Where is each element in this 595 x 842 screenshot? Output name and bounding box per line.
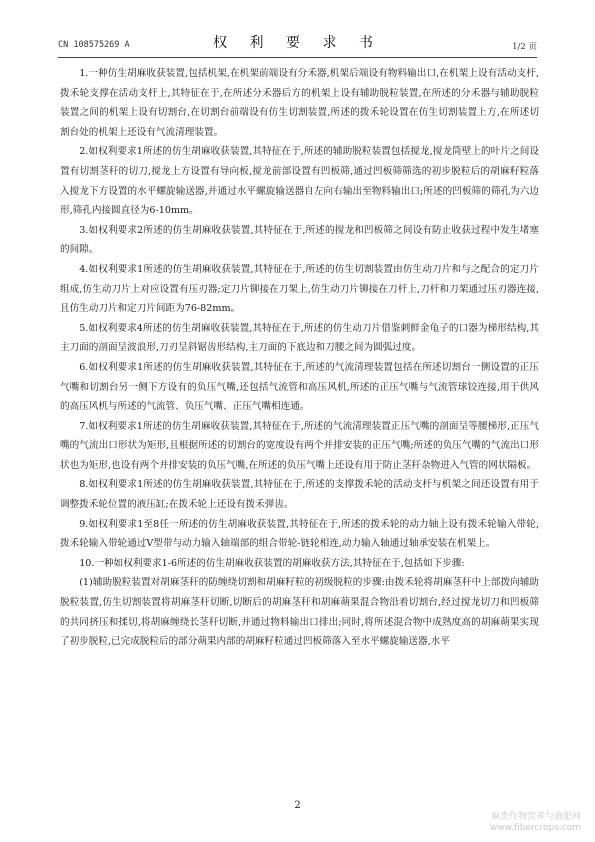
claim-step-paragraph: (1)辅助脱粒装置对胡麻茎秆的防缠绕切割和胡麻籽粒的初级脱粒的步骤:由拨禾轮将胡麻茎秆中上部拨向辅助脱粒装置,仿生切割装置将胡麻茎秆切断,切断后的胡麻茎秆和胡麻蒴果混合物沿着切割台,经过搅龙切刀和凹板筛的共同挤压和揉切,将胡麻缠绕长茎秆切断,并通过物料输出口排出;同时,将所述混合物中成熟度高的胡麻蒴果实现了初步脱粒,已完成脱粒后的部分蒴果内部的胡麻籽粒通过凹板筛落入至水平螺旋输送器,水平: [60, 577, 539, 648]
claim-paragraph: 10.一种如权利要求1-6所述的仿生胡麻收获装置的胡麻收获方法,其特征在于,包括如下步骤:: [79, 557, 465, 569]
claim-paragraph: 6.如权利要求1所述的仿生胡麻收获装置,其特征在于,所述的气流清理装置包括在所述切割台一侧设置的正压气嘴和切割台另一侧下方设有的负压气嘴,还包括气流管和高压风机,所述的正压气嘴与气流管球铰连接,用于供风的高压风机与所述的气流管、负压气嘴、正压气嘴相连通。: [60, 361, 539, 413]
claim-paragraph: 4.如权利要求1所述的仿生胡麻收获装置,其特征在于,所述的仿生切割装置由仿生动刀片和与之配合的定刀片组成,仿生动刀片上对应设置有压刃器;定刀片铆接在刀架上,仿生动刀片铆接在刀杆上,刀杆和刀架通过压刃器连接,且仿生动刀片和定刀片间距为76-82mm。: [60, 263, 539, 315]
document-title: 权 利 要 求 书: [213, 35, 382, 51]
watermark-url: www.fibercrops.com: [490, 823, 581, 833]
claim-paragraph: 2.如权利要求1所述的仿生胡麻收获装置,其特征在于,所述的辅助脱粒装置包括搅龙,搅龙筒壁上的叶片之间设置有切割茎秆的切刀,搅龙上方设置有导向板,搅龙前部设置有凹板筛,通过凹板筛筛选的初步脱粒后的胡麻籽粒落入搅龙下方设置的水平螺旋输送器,并通过水平螺旋输送器自左向右输出至物料输出口;所述的凹板筛的筛孔为六边形,筛孔内接圆直径为6-10mm。: [60, 146, 539, 217]
page-header: [58, 30, 537, 56]
page-number: 2: [294, 800, 301, 811]
claims-body: [60, 64, 539, 652]
claim-paragraph: 1.一种仿生胡麻收获装置,包括机架,在机架前端设有分禾器,机架后端设有物料输出口,在机架上设有活动支杆,拨禾轮支撑在活动支杆上,其特征在于,在所述分禾器后方的机架上设有辅助脱粒装置,在所述的分禾器与辅助脱粒装置之间的机架上设有切割台,在切割台前端设有仿生切割装置,所述的拨禾轮设置在仿生切割装置上方,在所述切割台处的机架上还设有气流清理装置。: [60, 68, 539, 138]
document-number: CN 108575269 A: [58, 40, 130, 50]
header-divider: [58, 57, 537, 58]
claim-paragraph: 7.如权利要求1所述的仿生胡麻收获装置,其特征在于,所述的气流清理装置正压气嘴的剖面呈等腰梯形,正压气嘴的气流出口形状为矩形,且根据所述的切割台的宽度设有两个并排安装的正压气嘴;所述的负压气嘴的气流出口形状也为矩形,也设有两个并排安装的负压气嘴,在所述的负压气嘴上还设有用于防止茎秆杂物进入气管的网状隔板。: [60, 420, 539, 471]
claim-paragraph: 9.如权利要求1至8任一所述的仿生胡麻收获装置,其特征在于,所述的拨禾轮的动力轴上设有拨禾轮输入带轮,拨禾轮输入带轮通过V型带与动力输入轴端部的组合带轮-链轮相连,动力输入轴通过轴承安装在机架上。: [60, 518, 539, 550]
page-indicator: 1/2 页: [512, 42, 537, 52]
watermark-site-name: 麻类作物营养与施肥网: [490, 812, 581, 822]
claim-paragraph: 3.如权利要求2所述的仿生胡麻收获装置,其特征在于,所述的搅龙和凹板筛之间设有防止收获过程中发生堵塞的间隙。: [60, 224, 539, 256]
watermark: [490, 812, 581, 834]
claim-paragraph: 8.如权利要求1所述的仿生胡麻收获装置,其特征在于,所述的支撑拨禾轮的活动支杆与机架之间还设置有用于调整拨禾轮位置的液压缸;在拨禾轮上还设有拨禾弹齿。: [60, 479, 539, 511]
claim-paragraph: 5.如权利要求4所述的仿生胡麻收获装置,其特征在于,所述的仿生动刀片借鉴刺鲜金龟子的口器为梯形结构,其主刀面的剖面呈波浪形,刀刃呈斜锯齿形结构,主刀面的下底边和刀腰之间为圆弧过度。: [60, 322, 539, 354]
